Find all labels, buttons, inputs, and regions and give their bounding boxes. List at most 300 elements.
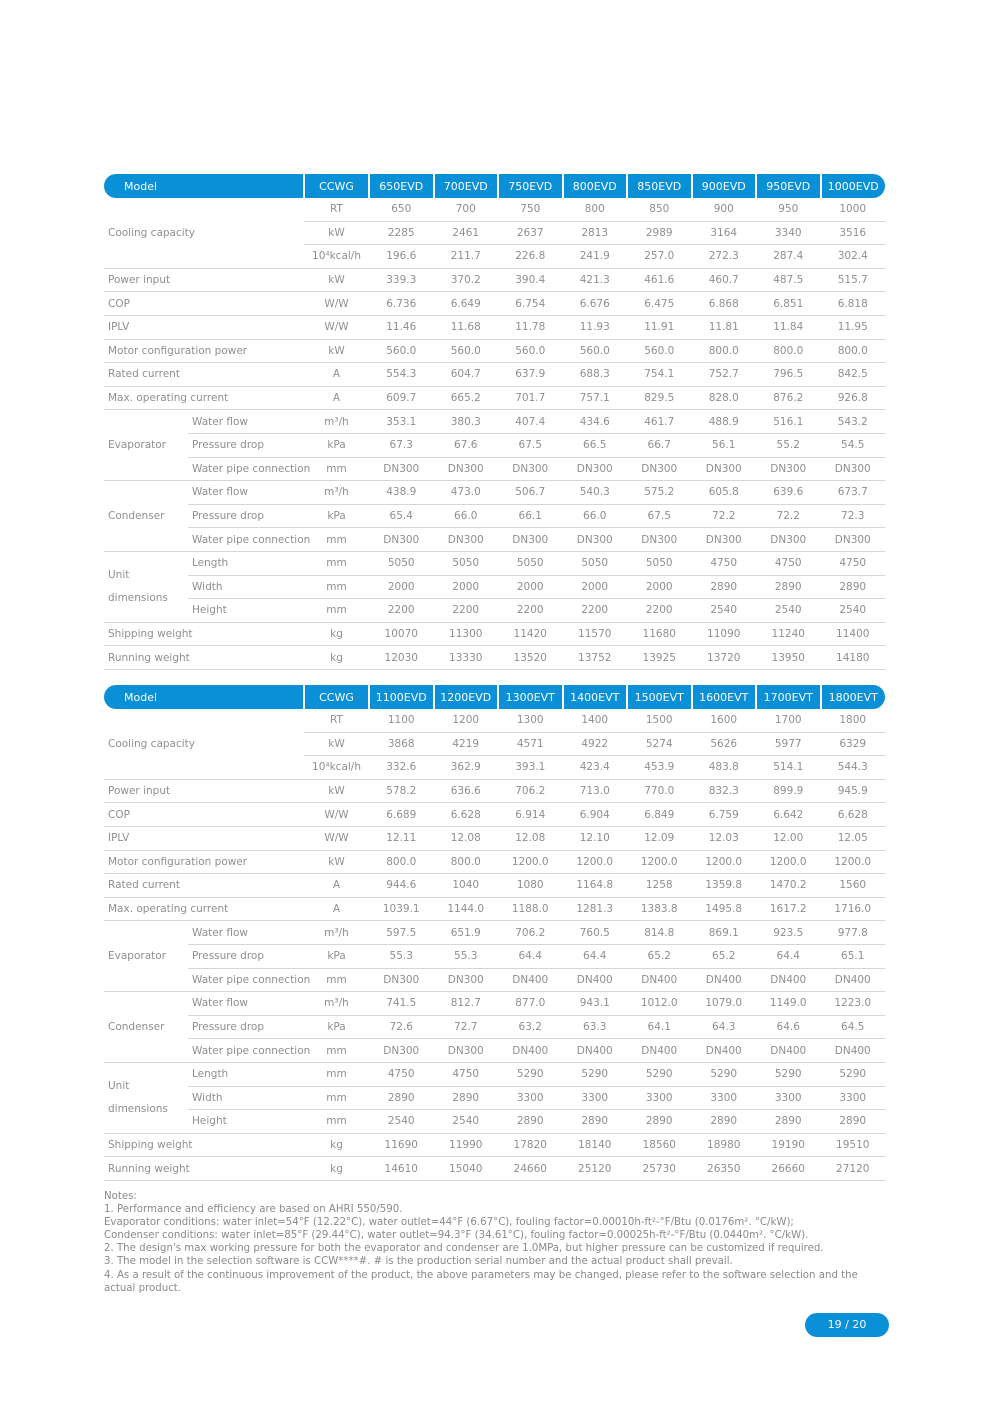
value-cell: 2000	[434, 575, 499, 599]
unit-cell: mm	[304, 968, 369, 992]
value-cell: 850	[627, 198, 692, 221]
value-cell: 473.0	[434, 481, 499, 505]
value-cell: 11570	[563, 622, 628, 646]
value-cell: 6.689	[369, 803, 434, 827]
value-cell: 11.81	[692, 315, 757, 339]
value-cell: 11690	[369, 1133, 434, 1157]
page-indicator: 19 / 20	[805, 1313, 889, 1337]
header-row	[104, 174, 885, 198]
sub-label: Height	[188, 1110, 304, 1134]
value-cell: 832.3	[692, 779, 757, 803]
value-cell: 339.3	[369, 268, 434, 292]
model-column-header: 1800EVT	[821, 685, 886, 709]
value-cell: DN300	[369, 968, 434, 992]
value-cell: 3300	[563, 1086, 628, 1110]
value-cell: 10070	[369, 622, 434, 646]
value-cell: DN400	[627, 1039, 692, 1063]
value-cell: 353.1	[369, 410, 434, 434]
model-column-header: 1600EVT	[692, 685, 757, 709]
model-column-header: 950EVD	[756, 174, 821, 198]
note-line: Evaporator conditions: water inlet=54°F (12.22°C), water outlet=44°F (6.67°C), fouling factor=0.00010h-ft²-°F/Btu (0.0176m². °C/kW);	[104, 1217, 794, 1229]
value-cell: 2989	[627, 221, 692, 245]
table-row	[104, 1015, 885, 1039]
value-cell: 5050	[627, 551, 692, 575]
value-cell: 4571	[498, 732, 563, 756]
value-cell: 25120	[563, 1157, 628, 1181]
value-cell: 63.2	[498, 1015, 563, 1039]
value-cell: 332.6	[369, 756, 434, 780]
group-label-line: Unit	[108, 1079, 130, 1092]
row-label: Max. operating current	[104, 897, 304, 921]
model-header: Model	[104, 685, 304, 709]
value-cell: 3300	[627, 1086, 692, 1110]
unit-cell: A	[304, 874, 369, 898]
value-cell: 423.4	[563, 756, 628, 780]
value-cell: 4219	[434, 732, 499, 756]
value-cell: 26350	[692, 1157, 757, 1181]
value-cell: 5290	[692, 1062, 757, 1086]
model-column-header: 650EVD	[369, 174, 434, 198]
unit-cell: mm	[304, 1039, 369, 1063]
value-cell: 560.0	[627, 339, 692, 363]
row-label: COP	[104, 292, 304, 316]
value-cell: 15040	[434, 1157, 499, 1181]
unit-cell: kg	[304, 646, 369, 670]
value-cell: 6.868	[692, 292, 757, 316]
value-cell: 2540	[821, 599, 886, 623]
value-cell: 2890	[434, 1086, 499, 1110]
value-cell: 25730	[627, 1157, 692, 1181]
value-cell: 3164	[692, 221, 757, 245]
value-cell: 72.2	[756, 504, 821, 528]
value-cell: 604.7	[434, 363, 499, 387]
table-row	[104, 292, 885, 316]
value-cell: 2540	[434, 1110, 499, 1134]
model-column-header: 1400EVT	[563, 685, 628, 709]
value-cell: 639.6	[756, 481, 821, 505]
value-cell: 1617.2	[756, 897, 821, 921]
value-cell: 13720	[692, 646, 757, 670]
value-cell: 1716.0	[821, 897, 886, 921]
table-row	[104, 339, 885, 363]
unit-cell: kW	[304, 268, 369, 292]
value-cell: 196.6	[369, 245, 434, 269]
value-cell: DN400	[627, 968, 692, 992]
value-cell: 19510	[821, 1133, 886, 1157]
value-cell: 869.1	[692, 921, 757, 945]
value-cell: 66.7	[627, 433, 692, 457]
table-row	[104, 803, 885, 827]
value-cell: DN300	[821, 457, 886, 481]
value-cell: 1039.1	[369, 897, 434, 921]
value-cell: 1560	[821, 874, 886, 898]
table-row	[104, 921, 885, 945]
value-cell: 2890	[369, 1086, 434, 1110]
value-cell: 5050	[434, 551, 499, 575]
value-cell: 11.84	[756, 315, 821, 339]
value-cell: 796.5	[756, 363, 821, 387]
value-cell: 11.91	[627, 315, 692, 339]
value-cell: 18560	[627, 1133, 692, 1157]
value-cell: 3300	[498, 1086, 563, 1110]
value-cell: 6.851	[756, 292, 821, 316]
value-cell: 1000	[821, 198, 886, 221]
row-label: Max. operating current	[104, 386, 304, 410]
unit-cell: W/W	[304, 292, 369, 316]
value-cell: DN400	[756, 968, 821, 992]
value-cell: 390.4	[498, 268, 563, 292]
value-cell: 13752	[563, 646, 628, 670]
sub-label: Width	[188, 1086, 304, 1110]
value-cell: 2890	[563, 1110, 628, 1134]
value-cell: 1223.0	[821, 992, 886, 1016]
value-cell: 5290	[498, 1062, 563, 1086]
model-column-header: 1300EVT	[498, 685, 563, 709]
value-cell: 842.5	[821, 363, 886, 387]
value-cell: DN300	[756, 457, 821, 481]
table-row	[104, 363, 885, 387]
value-cell: 636.6	[434, 779, 499, 803]
value-cell: 12.03	[692, 826, 757, 850]
value-cell: DN300	[369, 528, 434, 552]
value-cell: 3300	[692, 1086, 757, 1110]
value-cell: DN300	[434, 457, 499, 481]
value-cell: 66.5	[563, 433, 628, 457]
value-cell: 12.05	[821, 826, 886, 850]
unit-cell: m³/h	[304, 481, 369, 505]
value-cell: 899.9	[756, 779, 821, 803]
value-cell: 272.3	[692, 245, 757, 269]
value-cell: 241.9	[563, 245, 628, 269]
value-cell: 605.8	[692, 481, 757, 505]
value-cell: DN300	[369, 1039, 434, 1063]
table-row	[104, 575, 885, 599]
value-cell: 800.0	[434, 850, 499, 874]
unit-cell: kW	[304, 339, 369, 363]
value-cell: 950	[756, 198, 821, 221]
value-cell: 877.0	[498, 992, 563, 1016]
value-cell: 6.642	[756, 803, 821, 827]
unit-cell: kW	[304, 732, 369, 756]
value-cell: 706.2	[498, 779, 563, 803]
note-line: 2. The design's max working pressure for both the evaporator and condenser are 1.0MPa, but higher pressure can be customized if required.	[104, 1243, 824, 1255]
table-row	[104, 315, 885, 339]
value-cell: 6.628	[434, 803, 499, 827]
unit-cell: kW	[304, 779, 369, 803]
value-cell: 2890	[821, 575, 886, 599]
value-cell: DN400	[692, 1039, 757, 1063]
table-row	[104, 268, 885, 292]
sub-label: Water flow	[188, 921, 304, 945]
value-cell: 900	[692, 198, 757, 221]
row-label: Shipping weight	[104, 622, 304, 646]
value-cell: 1700	[756, 709, 821, 732]
unit-cell: m³/h	[304, 410, 369, 434]
value-cell: 6.818	[821, 292, 886, 316]
value-cell: 6.904	[563, 803, 628, 827]
value-cell: 800	[563, 198, 628, 221]
table-row	[104, 709, 885, 732]
value-cell: 673.7	[821, 481, 886, 505]
value-cell: 6329	[821, 732, 886, 756]
spec-table-2	[104, 685, 885, 1181]
value-cell: 650	[369, 198, 434, 221]
value-cell: 926.8	[821, 386, 886, 410]
value-cell: 750	[498, 198, 563, 221]
value-cell: 488.9	[692, 410, 757, 434]
value-cell: 760.5	[563, 921, 628, 945]
sub-label: Pressure drop	[188, 433, 304, 457]
value-cell: DN300	[821, 528, 886, 552]
group-label: Condenser	[104, 992, 188, 1063]
table-row	[104, 1062, 885, 1086]
table-row	[104, 198, 885, 221]
row-label: Cooling capacity	[104, 198, 304, 268]
value-cell: 1040	[434, 874, 499, 898]
value-cell: 701.7	[498, 386, 563, 410]
value-cell: 800.0	[692, 339, 757, 363]
row-label: Rated current	[104, 363, 304, 387]
value-cell: 1200.0	[821, 850, 886, 874]
value-cell: 6.649	[434, 292, 499, 316]
value-cell: 1012.0	[627, 992, 692, 1016]
value-cell: 421.3	[563, 268, 628, 292]
row-label: Running weight	[104, 1157, 304, 1181]
value-cell: 56.1	[692, 433, 757, 457]
unit-cell: mm	[304, 1086, 369, 1110]
unit-cell: mm	[304, 575, 369, 599]
table-row	[104, 481, 885, 505]
value-cell: 13950	[756, 646, 821, 670]
value-cell: DN300	[434, 1039, 499, 1063]
value-cell: 1200.0	[627, 850, 692, 874]
group-label-line: Unit	[108, 568, 130, 581]
model-column-header: 900EVD	[692, 174, 757, 198]
value-cell: 65.1	[821, 944, 886, 968]
value-cell: 1400	[563, 709, 628, 732]
model-column-header: 850EVD	[627, 174, 692, 198]
value-cell: 800.0	[821, 339, 886, 363]
value-cell: 4922	[563, 732, 628, 756]
value-cell: 67.3	[369, 433, 434, 457]
value-cell: 770.0	[627, 779, 692, 803]
row-label: Rated current	[104, 874, 304, 898]
sub-label: Width	[188, 575, 304, 599]
value-cell: DN400	[498, 1039, 563, 1063]
value-cell: 651.9	[434, 921, 499, 945]
row-label: Motor configuration power	[104, 850, 304, 874]
sub-label: Water pipe connection	[188, 1039, 304, 1063]
table-row	[104, 874, 885, 898]
value-cell: DN300	[627, 528, 692, 552]
value-cell: 2200	[434, 599, 499, 623]
value-cell: 5977	[756, 732, 821, 756]
value-cell: 370.2	[434, 268, 499, 292]
value-cell: 754.1	[627, 363, 692, 387]
value-cell: DN300	[563, 528, 628, 552]
value-cell: 64.5	[821, 1015, 886, 1039]
value-cell: 1149.0	[756, 992, 821, 1016]
unit-cell: m³/h	[304, 992, 369, 1016]
value-cell: 2000	[627, 575, 692, 599]
value-cell: 923.5	[756, 921, 821, 945]
value-cell: 12.11	[369, 826, 434, 850]
sub-label: Water flow	[188, 481, 304, 505]
value-cell: 637.9	[498, 363, 563, 387]
unit-cell: mm	[304, 457, 369, 481]
value-cell: 977.8	[821, 921, 886, 945]
value-cell: 19190	[756, 1133, 821, 1157]
value-cell: 814.8	[627, 921, 692, 945]
table-row	[104, 551, 885, 575]
value-cell: 3340	[756, 221, 821, 245]
value-cell: DN400	[563, 1039, 628, 1063]
value-cell: 2890	[756, 575, 821, 599]
sub-label: Water flow	[188, 992, 304, 1016]
row-label: Shipping weight	[104, 1133, 304, 1157]
table-row	[104, 779, 885, 803]
unit-cell: kg	[304, 1157, 369, 1181]
value-cell: 5274	[627, 732, 692, 756]
sub-label: Height	[188, 599, 304, 623]
value-cell: 18980	[692, 1133, 757, 1157]
value-cell: 757.1	[563, 386, 628, 410]
row-label: IPLV	[104, 826, 304, 850]
value-cell: 2200	[627, 599, 692, 623]
value-cell: 12.00	[756, 826, 821, 850]
value-cell: 1200	[434, 709, 499, 732]
value-cell: DN400	[821, 1039, 886, 1063]
value-cell: 540.3	[563, 481, 628, 505]
row-label: Cooling capacity	[104, 709, 304, 779]
group-label-line: dimensions	[108, 1102, 168, 1115]
value-cell: 560.0	[498, 339, 563, 363]
value-cell: 2540	[692, 599, 757, 623]
value-cell: 5290	[821, 1062, 886, 1086]
value-cell: 12.08	[434, 826, 499, 850]
value-cell: 64.4	[563, 944, 628, 968]
value-cell: 67.6	[434, 433, 499, 457]
sub-label: Water flow	[188, 410, 304, 434]
value-cell: 18140	[563, 1133, 628, 1157]
value-cell: DN300	[498, 457, 563, 481]
value-cell: 2890	[627, 1110, 692, 1134]
value-cell: 5626	[692, 732, 757, 756]
value-cell: 14610	[369, 1157, 434, 1181]
value-cell: 3516	[821, 221, 886, 245]
unit-cell: kPa	[304, 433, 369, 457]
unit-cell: kW	[304, 221, 369, 245]
sub-label: Length	[188, 551, 304, 575]
table-row	[104, 433, 885, 457]
value-cell: 2890	[692, 1110, 757, 1134]
value-cell: 11240	[756, 622, 821, 646]
value-cell: 13520	[498, 646, 563, 670]
note-line: 3. The model in the selection software is CCW****#. # is the production serial number and the actual product shall prevail.	[104, 1256, 733, 1268]
value-cell: 665.2	[434, 386, 499, 410]
unit-cell: mm	[304, 1062, 369, 1086]
table-row	[104, 599, 885, 623]
unit-cell: 10⁴kcal/h	[304, 756, 369, 780]
value-cell: 72.6	[369, 1015, 434, 1039]
table-row	[104, 457, 885, 481]
series-header: CCWG	[304, 685, 369, 709]
value-cell: 6.676	[563, 292, 628, 316]
value-cell: 752.7	[692, 363, 757, 387]
value-cell: 1144.0	[434, 897, 499, 921]
value-cell: 506.7	[498, 481, 563, 505]
value-cell: 6.754	[498, 292, 563, 316]
value-cell: 65.2	[692, 944, 757, 968]
value-cell: 514.1	[756, 756, 821, 780]
value-cell: 800.0	[756, 339, 821, 363]
sub-label: Water pipe connection	[188, 968, 304, 992]
value-cell: 2200	[369, 599, 434, 623]
value-cell: 800.0	[369, 850, 434, 874]
value-cell: 1200.0	[692, 850, 757, 874]
table-row	[104, 1086, 885, 1110]
value-cell: 460.7	[692, 268, 757, 292]
unit-cell: m³/h	[304, 921, 369, 945]
value-cell: 487.5	[756, 268, 821, 292]
value-cell: 945.9	[821, 779, 886, 803]
value-cell: 5290	[756, 1062, 821, 1086]
value-cell: 741.5	[369, 992, 434, 1016]
unit-cell: A	[304, 897, 369, 921]
value-cell: 64.3	[692, 1015, 757, 1039]
note-line: 4. As a result of the continuous improvement of the product, the above parameters may be changed, please refer to the software selection and the actual product.	[104, 1269, 858, 1294]
value-cell: 2200	[498, 599, 563, 623]
table-row	[104, 622, 885, 646]
value-cell: 700	[434, 198, 499, 221]
value-cell: 2000	[563, 575, 628, 599]
value-cell: 17820	[498, 1133, 563, 1157]
value-cell: 1800	[821, 709, 886, 732]
value-cell: 554.3	[369, 363, 434, 387]
row-label: Running weight	[104, 646, 304, 670]
value-cell: 829.5	[627, 386, 692, 410]
value-cell: 1200.0	[756, 850, 821, 874]
value-cell: 362.9	[434, 756, 499, 780]
value-cell: 461.7	[627, 410, 692, 434]
value-cell: 1470.2	[756, 874, 821, 898]
value-cell: 65.2	[627, 944, 692, 968]
table-row	[104, 410, 885, 434]
value-cell: 64.6	[756, 1015, 821, 1039]
table-row	[104, 646, 885, 670]
value-cell: 1383.8	[627, 897, 692, 921]
unit-cell: W/W	[304, 315, 369, 339]
value-cell: 2890	[756, 1110, 821, 1134]
value-cell: DN400	[692, 968, 757, 992]
value-cell: DN300	[369, 457, 434, 481]
table-row	[104, 826, 885, 850]
value-cell: DN300	[498, 528, 563, 552]
sub-label: Pressure drop	[188, 1015, 304, 1039]
unit-cell: kPa	[304, 504, 369, 528]
unit-cell: kg	[304, 1133, 369, 1157]
table-row	[104, 504, 885, 528]
value-cell: 1200.0	[563, 850, 628, 874]
value-cell: 943.1	[563, 992, 628, 1016]
value-cell: 453.9	[627, 756, 692, 780]
value-cell: 380.3	[434, 410, 499, 434]
value-cell: 1188.0	[498, 897, 563, 921]
value-cell: DN300	[563, 457, 628, 481]
group-label	[104, 1062, 188, 1133]
value-cell: 609.7	[369, 386, 434, 410]
row-label: IPLV	[104, 315, 304, 339]
